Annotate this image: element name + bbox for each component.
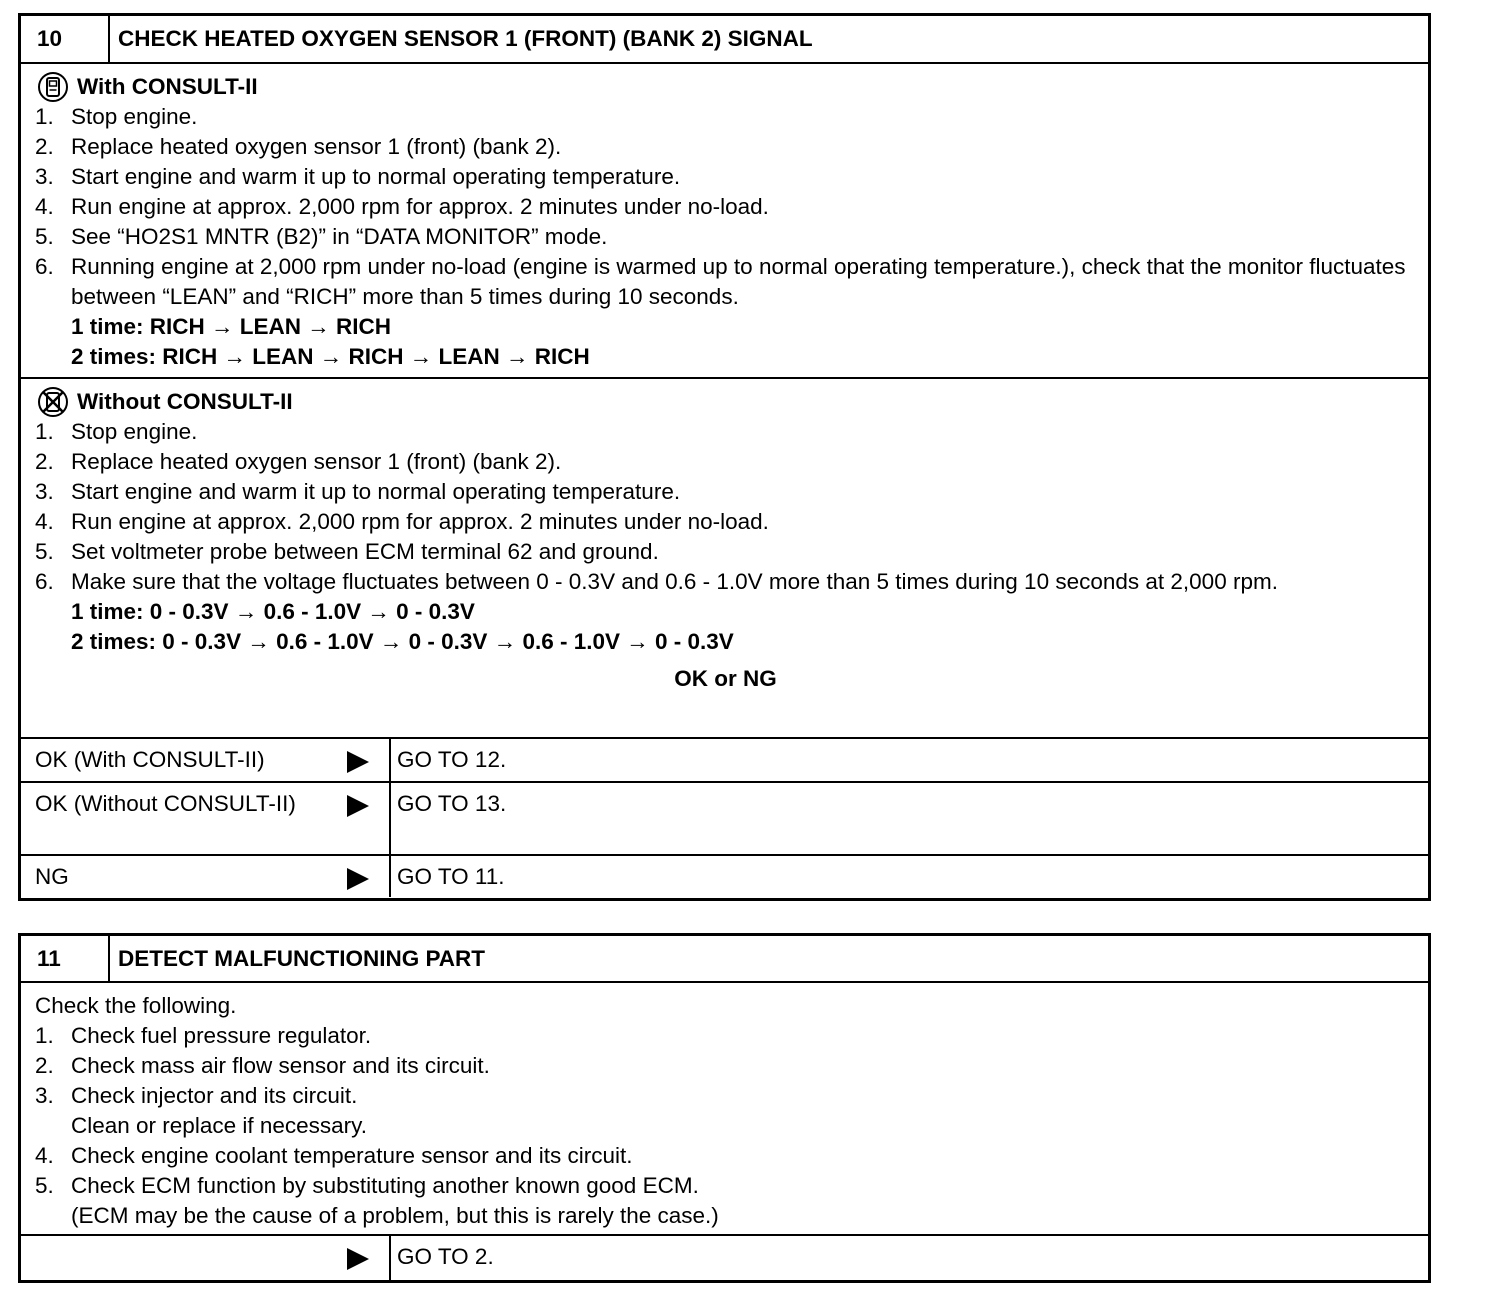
without-consult-section — [21, 379, 1428, 739]
result-action: GO TO 2. — [389, 1236, 1428, 1280]
result-action: GO TO 13. — [389, 783, 1428, 854]
list-item: Clean or replace if necessary. — [71, 1113, 367, 1138]
with-consult-label: With CONSULT-II — [77, 74, 258, 99]
spec-line: 1 time: 0 - 0.3V → 0.6 - 1.0V → 0 - 0.3V — [71, 599, 475, 624]
list-item: 2. Replace heated oxygen sensor 1 (front) (bank 2). — [35, 449, 562, 474]
list-item: 2. Replace heated oxygen sensor 1 (front) (bank 2). — [35, 134, 562, 159]
step-11-header — [21, 936, 1428, 983]
result-row-goto-2 — [21, 1236, 1428, 1280]
list-item: 1. Stop engine. — [35, 419, 198, 444]
spec-line: 1 time: RICH → LEAN → RICH — [71, 314, 392, 339]
step-title: CHECK HEATED OXYGEN SENSOR 1 (FRONT) (BANK 2) SIGNAL — [118, 26, 813, 51]
result-label: NG — [35, 864, 69, 889]
intro-text: Check the following. — [35, 993, 237, 1018]
list-item: 6. Make sure that the voltage fluctuates between 0 - 0.3V and 0.6 - 1.0V more than 5 times during 10 seconds at 2,000 rpm. — [35, 569, 1278, 594]
result-label: OK (With CONSULT-II) — [35, 747, 265, 772]
list-item: 5. See “HO2S1 MNTR (B2)” in “DATA MONITOR” mode. — [35, 224, 608, 249]
list-item: 6. Running engine at 2,000 rpm under no-load (engine is warmed up to normal operating temperature.), check that the monitor fluctuates between “LEAN” and “RICH” more than 5 times during 10 seconds. — [35, 254, 1406, 309]
with-consult-section — [21, 64, 1428, 379]
list-item: 3. Start engine and warm it up to normal operating temperature. — [35, 164, 681, 189]
step-title: DETECT MALFUNCTIONING PART — [118, 945, 486, 971]
list-item: 4. Check engine coolant temperature sensor and its circuit. — [35, 1143, 633, 1168]
result-action: GO TO 11. — [389, 856, 1428, 897]
arrow-right-icon — [347, 868, 369, 890]
list-item: (ECM may be the cause of a problem, but this is rarely the case.) — [71, 1203, 719, 1228]
without-consult-label: Without CONSULT-II — [77, 389, 293, 414]
step-10-header — [21, 16, 1428, 64]
with-consult-heading — [35, 72, 1416, 102]
list-item: 5. Set voltmeter probe between ECM terminal 62 and ground. — [35, 539, 659, 564]
list-item: 4. Run engine at approx. 2,000 rpm for approx. 2 minutes under no-load. — [35, 509, 769, 534]
spec-line: 2 times: 0 - 0.3V → 0.6 - 1.0V → 0 - 0.3V → 0.6 - 1.0V → 0 - 0.3V — [71, 629, 734, 654]
without-consult-heading — [35, 387, 1416, 417]
step-number: 10 — [21, 16, 110, 62]
arrow-right-icon — [347, 1248, 369, 1270]
consult-tester-icon — [35, 72, 71, 102]
list-item: 3. Check injector and its circuit. — [35, 1083, 358, 1108]
results-table — [21, 739, 1428, 897]
check-list-section — [21, 983, 1428, 1236]
spec-line: 2 times: RICH → LEAN → RICH → LEAN → RICH — [71, 344, 590, 369]
step-11-table — [18, 933, 1431, 1283]
arrow-right-icon — [347, 795, 369, 817]
result-label — [21, 1236, 327, 1280]
arrow-right-icon — [347, 751, 369, 773]
list-item: 5. Check ECM function by substituting another known good ECM. — [35, 1173, 699, 1198]
step-number: 11 — [21, 936, 110, 981]
result-row-ok-with-consult — [21, 739, 1428, 783]
list-item: 3. Start engine and warm it up to normal operating temperature. — [35, 479, 681, 504]
no-consult-icon — [35, 387, 71, 417]
result-label: OK (Without CONSULT-II) — [35, 791, 296, 816]
result-action: GO TO 12. — [389, 739, 1428, 781]
result-row-ng — [21, 856, 1428, 897]
list-item: 2. Check mass air flow sensor and its circuit. — [35, 1053, 490, 1078]
list-item: 1. Stop engine. — [35, 104, 198, 129]
list-item: 4. Run engine at approx. 2,000 rpm for approx. 2 minutes under no-load. — [35, 194, 769, 219]
step-10-table — [18, 13, 1431, 901]
ok-or-ng-label: OK or NG — [674, 666, 777, 691]
list-item: 1. Check fuel pressure regulator. — [35, 1023, 372, 1048]
result-row-ok-without-consult — [21, 783, 1428, 856]
